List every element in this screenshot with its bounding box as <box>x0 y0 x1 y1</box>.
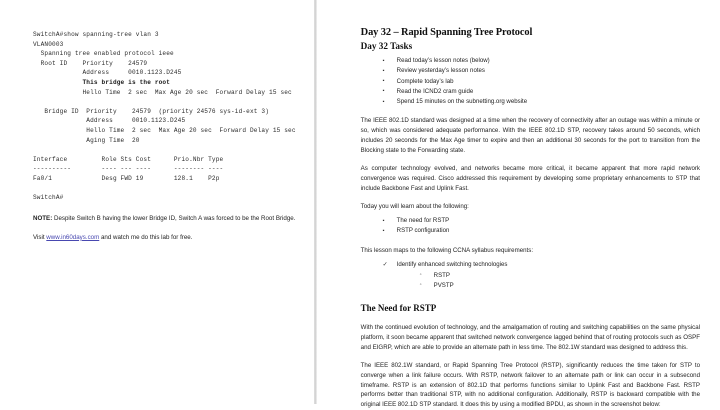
learn-list <box>361 216 700 237</box>
terminal-line: Address 0010.1123.D245 <box>33 69 182 77</box>
terminal-output <box>33 30 296 203</box>
task-list-item: ▪ Read the ICND2 cram guide <box>383 87 700 97</box>
terminal-blank-line <box>33 184 296 194</box>
terminal-line: Hello Time 2 sec Max Age 20 sec Forward Delay 15 sec <box>33 88 292 96</box>
terminal-line: SwitchA# <box>33 194 64 202</box>
terminal-line: This bridge is the root <box>33 78 171 86</box>
document-page-right <box>317 0 720 409</box>
visit-prefix: Visit <box>33 233 47 241</box>
paragraph-1: The IEEE 802.1D standard was designed at a time when the recovery of connectivity after an outage was within a minute or so, which was considered adequate performance. With the IEEE 802.1D STP, recovery takes around 50 seconds, which includes 20 seconds for the Max Age timer to expire and then an additional 30 seconds for the port to transition from the Blocking state to the Forwarding state. <box>360 117 700 154</box>
learn-list-item: ▪ RSTP configuration <box>383 226 700 236</box>
terminal-line: Hello Time 2 sec Max Age 20 sec Forward Delay 15 sec <box>33 126 296 134</box>
paragraph-3: With the continued evolution of technology, and the amalgamation of routing and switching capabilities on the same physical platform, it soon became apparent that switched network convergence lagged behind that of routing protocols such as OSPF and EIGRP, which are able to provide an alternate path in less time. The 802.1W standard was designed to address this. <box>360 324 700 351</box>
paragraph-2: As computer technology evolved, and networks became more critical, it became apparent that more rapid network convergence was required. Cisco addressed this requirement by developing some proprietary enhancements to STP that include Backbone Fast and Uplink Fast. <box>360 165 700 192</box>
terminal-line: Bridge ID Priority 24579 (priority 24576 sys-id-ext 3) <box>33 107 270 115</box>
document-page-left <box>0 0 314 404</box>
learn-intro: Today you will learn about the following: <box>360 203 469 211</box>
syllabus-list <box>361 260 700 291</box>
syllabus-sublist-item: ◦ PVSTP <box>420 281 700 291</box>
visit-suffix: and watch me do this lab for free. <box>99 233 193 241</box>
section-heading-need-for-rstp: The Need for RSTP <box>360 303 437 314</box>
task-list-item: ▪ Complete today’s lab <box>383 77 700 87</box>
task-list-item: ▪ Review yesterday’s lesson notes <box>383 66 700 76</box>
lab-note <box>33 214 296 223</box>
terminal-line: Aging Time 20 <box>33 136 140 144</box>
terminal-line: Fa0/1 Desg FWD 19 128.1 P2p <box>33 174 220 182</box>
task-list-item: ▪ Spend 15 minutes on the subnetting.org website <box>383 97 700 107</box>
terminal-blank-line <box>33 97 296 107</box>
syllabus-intro: This lesson maps to the following CCNA syllabus requirements: <box>360 246 534 254</box>
terminal-blank-line <box>33 145 296 155</box>
syllabus-item-label: Identify enhanced switching technologies <box>396 261 508 269</box>
syllabus-item <box>383 260 700 291</box>
tasks-heading: Day 32 Tasks <box>360 41 413 51</box>
lab-note-label: NOTE: <box>33 214 53 222</box>
in60days-link[interactable]: www.in60days.com <box>46 233 100 241</box>
lab-note-text: Despite Switch B having the lower Bridge ID, Switch A was forced to be the Root Bridge. <box>53 214 296 222</box>
paragraph-4: The IEEE 802.1W standard, or Rapid Spanning Tree Protocol (RSTP), significantly reduces the time taken for STP to converge when a link failure occurs. With RSTP, network failover to an alternate path or link can occur in a subsecond timeframe. RSTP is an extension of 802.1D that performs functions similar to Uplink Fast and Backbone Fast. RSTP performs better than traditional STP, with no additional configuration. Additionally, RSTP is backward compatible with the original IEEE 802.1D STP standard. It does this by using a modified BPDU, as shown in the screenshot below: <box>360 362 700 409</box>
terminal-line: Root ID Priority 24579 <box>33 59 148 67</box>
terminal-line: Spanning tree enabled protocol ieee <box>33 50 174 58</box>
terminal-line: Interface Role Sts Cost Prio.Nbr Type <box>33 155 224 163</box>
page-title: Day 32 – Rapid Spanning Tree Protocol <box>360 27 533 38</box>
terminal-line: ---------- ---- --- ---- -------- ---- <box>33 165 224 173</box>
visit-line <box>33 233 296 242</box>
terminal-line: VLAN0003 <box>33 40 64 48</box>
learn-list-item: ▪ The need for RSTP <box>383 216 700 226</box>
terminal-line: SwitchA#show spanning-tree vlan 3 <box>33 31 159 38</box>
syllabus-sublist-item: ◦ RSTP <box>420 271 700 281</box>
tasks-list <box>361 56 700 107</box>
task-list-item: ▪ Read today’s lesson notes (below) <box>383 56 700 66</box>
syllabus-sublist <box>397 271 700 291</box>
terminal-line: Address 0010.1123.D245 <box>33 117 186 125</box>
